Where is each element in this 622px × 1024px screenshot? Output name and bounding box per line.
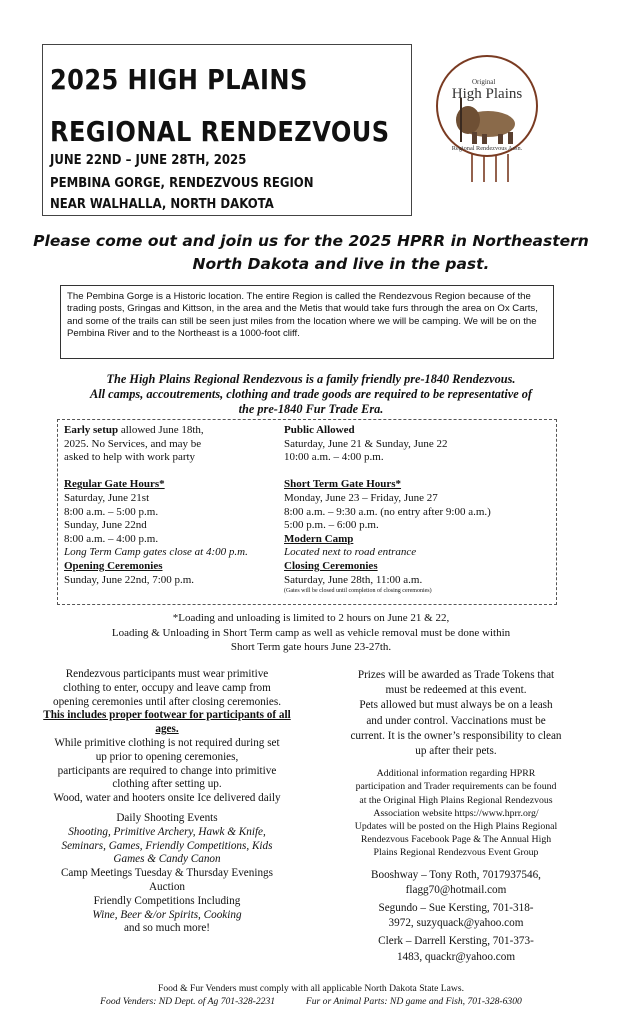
opening-ceremonies-heading: Opening Ceremonies bbox=[64, 559, 163, 572]
schedule-left: Early setup allowed June 18th, 2025. No Services, and may be asked to help with work party Regular Gate Hours* Saturday, June 21st 8:00 a.m. – 5:00 p.m. Sunday, June 22nd 8:00 a.m. – 4:00 p.m. Long Term Camp gates close at 4:00 p.m. Opening Ceremonies Sunday, June 22nd, 7:00 p.m. bbox=[64, 424, 248, 586]
website-link: Association website https://www.hprr.org/ bbox=[373, 807, 539, 819]
title-line-1: 2025 HIGH PLAINS bbox=[50, 63, 308, 96]
regular-gate-heading: Regular Gate Hours* bbox=[64, 478, 165, 491]
events-heading: Daily Shooting Events bbox=[116, 811, 218, 824]
event-dates: JUNE 22ND – JUNE 28TH, 2025 bbox=[50, 153, 247, 168]
svg-text:High Plains: High Plains bbox=[451, 86, 523, 102]
rendezvous-intro: The High Plains Regional Rendezvous is a family friendly pre-1840 Rendezvous. All camps, accoutrements, clothing and trade goods are required to be representative of the pre-1840 Fur Trade Era. bbox=[90, 372, 532, 416]
schedule-right: Public Allowed Saturday, June 21 & Sunday, June 22 10:00 a.m. – 4:00 p.m. Short Term Gate Hours* Monday, June 23 – Friday, June 27 8:00 a.m. – 9:30 a.m. (no entry after 9:00 a.m.) 5:00 p.m. – 6:00 p.m. Modern Camp Located next to road entrance Closing Ceremonies Saturday, June 28th, 11:00 a.m. (Gates will be closed until completion of closing ceremonies) bbox=[284, 424, 491, 595]
vendor-footer: Food & Fur Venders must comply with all applicable North Dakota State Laws. Food Venders: ND Dept. of Ag 701-328-2231 Fur or Animal Parts: ND game and Fish, 701-328-6300 bbox=[100, 983, 522, 1007]
svg-text:Original: Original bbox=[472, 78, 496, 86]
contact-segundo: Segundo – Sue Kersting, 701-318- 3972, suzyquack@yahoo.com bbox=[378, 902, 534, 930]
location-line-1: PEMBINA GORGE, RENDEZVOUS REGION bbox=[50, 176, 314, 191]
short-term-heading: Short Term Gate Hours* bbox=[284, 478, 402, 491]
public-allowed-heading: Public Allowed bbox=[284, 424, 355, 436]
event-title bbox=[50, 54, 389, 158]
food-vendor-contact: Food Venders: ND Dept. of Ag 701-328-2231 bbox=[100, 996, 276, 1007]
history-text: The Pembina Gorge is a Historic location. The entire Region is called the Rendezvous Region because of the trading posts, Gringas and Kittson, in the area and the Metis that would take furs through the area on Ox Carts, and some of the trails can still be seen just miles from the location where we will be camping. We will be on the Pembina River and to the Northeast is a 1000-foot cliff. bbox=[67, 291, 538, 340]
loading-note: *Loading and unloading is limited to 2 hours on June 21 & 22, Loading & Unloading in Short Term camp as well as vehicle removal must be done within Short Term gate hours June 23-27th. bbox=[111, 612, 511, 653]
svg-text:Regional Rendezvous Assn.: Regional Rendezvous Assn. bbox=[451, 145, 523, 152]
hprr-logo bbox=[432, 54, 542, 184]
rules-column: Rendezvous participants must wear primitive clothing to enter, occupy and leave camp from opening ceremonies until after closing ceremonies. This includes proper footwear for participants of all ages. While primitive clothing is not required during set up prior to opening ceremonies, participants are required to change into primitive clothing after setting up. Wood, water and hooters onsite Ice delivered daily Daily Shooting Events Shooting, Primitive Archery, Hawk & Knife, Seminars, Games, Friendly Competitions, Kids Games & Candy Canon Camp Meetings Tuesday & Thursday Evenings Auction Friendly Competitions Including Wine, Beer &/or Spirits, Cooking and so much more! bbox=[32, 668, 302, 936]
schedule-box bbox=[57, 419, 557, 605]
info-column: Prizes will be awarded as Trade Tokens that must be redeemed at this event. Pets allowed but must always be on a leash and under control. Vaccinations must be current. It is the owner’s responsibility to clean up after their pets. Additional information regarding HPRR participation and Trader requirements can be found at the Original High Plains Regional Rendezvous Association website https://www.hprr.org/ Updates will be posted on the High Plains Regional Rendezvous Facebook Page & The Annual High Plains Regional Rendezvous Event Group Booshway – Tony Roth, 7017937546, flagg70@hotmail.com Segundo – Sue Kersting, 701-318- 3972, suzyquack@yahoo.com Clerk – Darrell Kersting, 701-373- 1483, quackr@yahoo.com bbox=[320, 668, 592, 965]
closing-ceremonies-heading: Closing Ceremonies bbox=[284, 559, 378, 572]
contact-clerk: Clerk – Darrell Kersting, 701-373- 1483, quackr@yahoo.com bbox=[378, 935, 534, 963]
location-line-2: NEAR WALHALLA, NORTH DAKOTA bbox=[50, 197, 274, 212]
modern-camp-heading: Modern Camp bbox=[284, 532, 354, 545]
footwear-rule: This includes proper footwear for participants of all ages. bbox=[43, 709, 291, 736]
invitation: Please come out and join us for the 2025 HPRR in Northeastern North Dakota and live in the past. bbox=[33, 232, 589, 273]
title-line-2: REGIONAL RENDEZVOUS bbox=[50, 115, 390, 148]
contact-booshway: Booshway – Tony Roth, 7017937546, flagg70@hotmail.com bbox=[371, 868, 541, 896]
fur-vendor-contact: Fur or Animal Parts: ND game and Fish, 701-328-6300 bbox=[305, 996, 522, 1007]
history-box bbox=[60, 285, 554, 359]
